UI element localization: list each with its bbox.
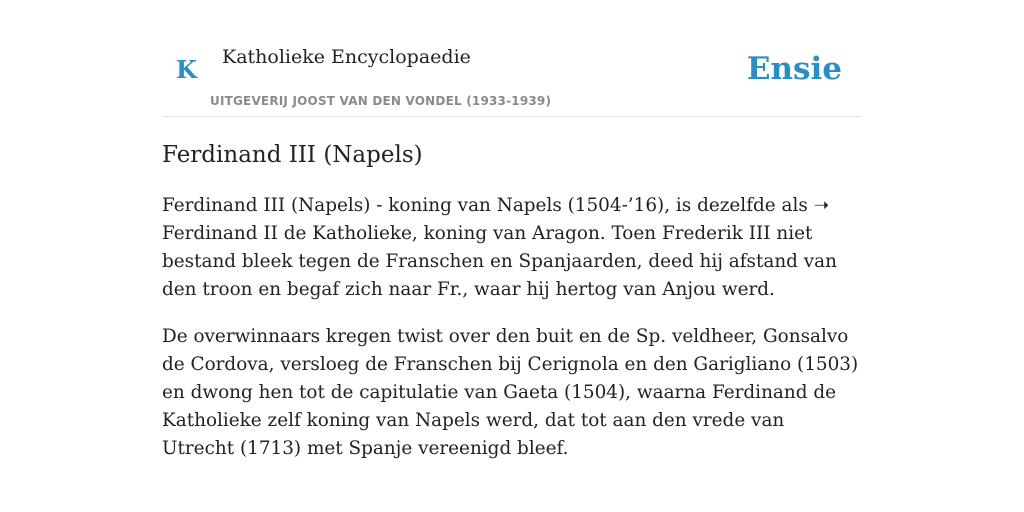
site-header <box>162 0 862 117</box>
article-paragraph: Ferdinand III (Napels) - koning van Napels (1504-’16), is dezelfde als ➝ Ferdinand II de Katholieke, koning van Aragon. Toen Frederik III niet bestand bleek tegen de Franschen en Spanjaarden, deed hij afstand van den troon en begaf zich naar Fr., waar hij hertog van Anjou werd. <box>162 195 837 300</box>
ensie-brand-logo[interactable]: Ensie <box>746 51 842 87</box>
publisher-subtitle: UITGEVERIJ JOOST VAN DEN VONDEL (1933-1939) <box>210 94 552 108</box>
site-title-link[interactable]: Katholieke Encyclopaedie <box>222 46 471 68</box>
article-paragraph: De overwinnaars kregen twist over den buit en de Sp. veldheer, Gonsalvo de Cordova, versloeg de Franschen bij Cerignola en den Garigliano (1503) en dwong hen tot de capitulatie van Gaeta (1504), waarna Ferdinand de Katholieke zelf koning van Napels werd, dat tot aan den vrede van Utrecht (1713) met Spanje vereenigd bleef. <box>162 326 859 459</box>
encyclopedia-logo[interactable]: K <box>176 55 197 84</box>
article-body <box>162 192 862 482</box>
article-title: Ferdinand III (Napels) <box>162 142 423 168</box>
